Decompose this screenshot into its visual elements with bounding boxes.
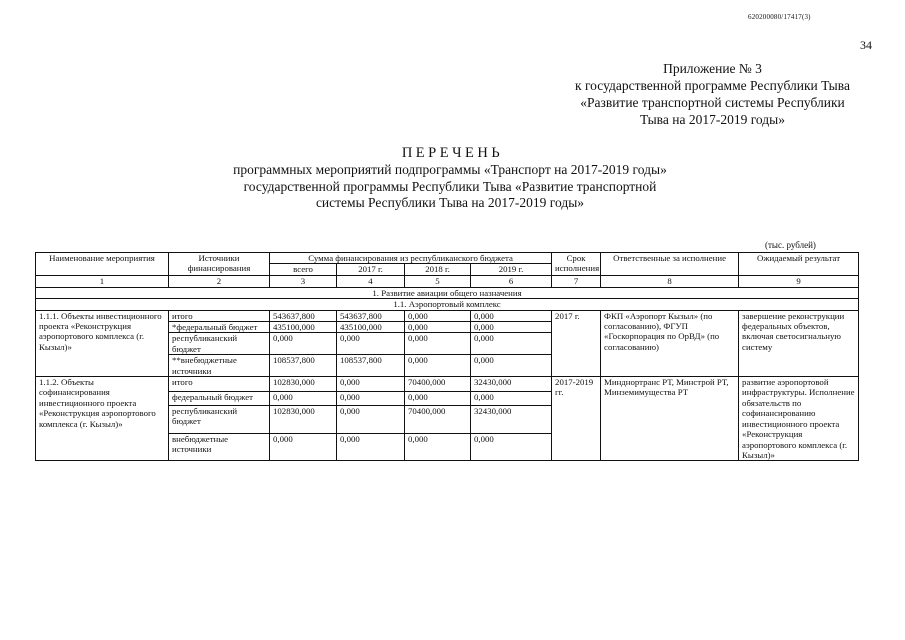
- y2019-cell: 0,000: [471, 355, 552, 377]
- y2019-cell: 0,000: [471, 310, 552, 321]
- appendix-line: Приложение № 3: [663, 61, 762, 76]
- appendix-line: Тыва на 2017-2019 годы»: [640, 112, 785, 127]
- header-2019: 2019 г.: [471, 264, 552, 275]
- header-sources: Источники финансирования: [169, 253, 270, 276]
- y2017-cell: 108537,800: [337, 355, 405, 377]
- y2017-cell: 0,000: [337, 333, 405, 355]
- column-number: 7: [552, 275, 601, 287]
- y2019-cell: 0,000: [471, 391, 552, 405]
- y2017-cell: 543637,800: [337, 310, 405, 321]
- header-2017: 2017 г.: [337, 264, 405, 275]
- subsection-row: [36, 299, 859, 310]
- total-cell: 102830,000: [270, 377, 337, 391]
- header-total: всего: [270, 264, 337, 275]
- appendix-line: «Развитие транспортной системы Республики: [580, 95, 845, 110]
- source-cell: внебюджетные источники: [169, 433, 270, 461]
- item-term: 2017-2019 гг.: [552, 377, 601, 461]
- y2018-cell: 0,000: [405, 433, 471, 461]
- item-name: 1.1.2. Объекты софинансирования инвестиционного проекта «Реконструкция аэропортового комплекса (г. Кызыл)»: [36, 377, 169, 461]
- source-cell: итого: [169, 310, 270, 321]
- total-cell: 108537,800: [270, 355, 337, 377]
- item-result: развитие аэропортовой инфраструктуры. Исполнение обязательств по софинансированию инвестиционного проекта «Реконструкция аэропортового комплекса (г. Кызыл)»: [739, 377, 859, 461]
- item-responsible: ФКП «Аэропорт Кызыл» (по согласованию), ФГУП «Госкорпорация по ОрВД» (по согласованию): [601, 310, 739, 376]
- appendix-header: [540, 60, 885, 128]
- section-row: [36, 287, 859, 298]
- units-label: (тыс. рублей): [765, 240, 816, 250]
- subtitle-line: программных мероприятий подпрограммы «Транспорт на 2017-2019 годы»: [233, 162, 667, 177]
- source-cell: федеральный бюджет: [169, 391, 270, 405]
- y2017-cell: 0,000: [337, 433, 405, 461]
- y2019-cell: 0,000: [471, 322, 552, 333]
- table-row: [36, 310, 859, 321]
- column-number: 5: [405, 275, 471, 287]
- item-responsible: Минднортранс РТ, Минстрой РТ, Минземимущества РТ: [601, 377, 739, 461]
- item-name: 1.1.1. Объекты инвестиционного проекта «Реконструкция аэропортового комплекса (г. Кызыл)»: [36, 310, 169, 376]
- total-cell: 0,000: [270, 433, 337, 461]
- y2019-cell: 32430,000: [471, 377, 552, 391]
- column-number: 1: [36, 275, 169, 287]
- total-cell: 435100,000: [270, 322, 337, 333]
- source-cell: итого: [169, 377, 270, 391]
- y2017-cell: 0,000: [337, 391, 405, 405]
- y2018-cell: 70400,000: [405, 405, 471, 433]
- column-number: 3: [270, 275, 337, 287]
- y2019-cell: 0,000: [471, 333, 552, 355]
- total-cell: 0,000: [270, 333, 337, 355]
- measures-table: [35, 252, 859, 461]
- header-2018: 2018 г.: [405, 264, 471, 275]
- total-cell: 0,000: [270, 391, 337, 405]
- y2017-cell: 435100,000: [337, 322, 405, 333]
- column-number: 6: [471, 275, 552, 287]
- section-title: 1. Развитие авиации общего назначения: [36, 287, 859, 298]
- header-row: [36, 253, 859, 264]
- y2018-cell: 0,000: [405, 333, 471, 355]
- subsection-title: 1.1. Аэропортовый комплекс: [36, 299, 859, 310]
- header-term: Срок исполнения: [552, 253, 601, 276]
- header-result: Ожидаемый результат: [739, 253, 859, 276]
- page-number: 34: [860, 38, 872, 52]
- source-cell: *федеральный бюджет: [169, 322, 270, 333]
- source-cell: **внебюджетные источники: [169, 355, 270, 377]
- header-name: Наименование мероприятия: [36, 253, 169, 276]
- document-number: 620200080/17417(3): [748, 13, 811, 21]
- column-number: 9: [739, 275, 859, 287]
- y2019-cell: 32430,000: [471, 405, 552, 433]
- header-sum: Сумма финансирования из республиканского бюджета: [270, 253, 552, 264]
- column-number: 2: [169, 275, 270, 287]
- header-responsible: Ответственные за исполнение: [601, 253, 739, 276]
- subtitle-line: государственной программы Республики Тыва «Развитие транспортной: [243, 178, 657, 194]
- y2018-cell: 0,000: [405, 391, 471, 405]
- y2017-cell: 0,000: [337, 405, 405, 433]
- y2018-cell: 0,000: [405, 310, 471, 321]
- source-cell: республиканский бюджет: [169, 405, 270, 433]
- subtitle-line: системы Республики Тыва на 2017-2019 годы»: [315, 195, 585, 210]
- item-result: завершение реконструкции федеральных объектов, включая светосигнальную систему: [739, 310, 859, 376]
- y2017-cell: 0,000: [337, 377, 405, 391]
- y2019-cell: 0,000: [471, 433, 552, 461]
- appendix-line: к государственной программе Республики Тыва: [575, 78, 850, 93]
- table-row: [36, 377, 859, 391]
- column-number: 8: [601, 275, 739, 287]
- total-cell: 102830,000: [270, 405, 337, 433]
- item-term: 2017 г.: [552, 310, 601, 376]
- source-cell: республиканский бюджет: [169, 333, 270, 355]
- document-subtitle: [150, 162, 750, 212]
- y2018-cell: 70400,000: [405, 377, 471, 391]
- column-number-row: [36, 275, 859, 287]
- column-number: 4: [337, 275, 405, 287]
- total-cell: 543637,800: [270, 310, 337, 321]
- document-title: ПЕРЕЧЕНЬ: [401, 145, 504, 161]
- y2018-cell: 0,000: [405, 355, 471, 377]
- y2018-cell: 0,000: [405, 322, 471, 333]
